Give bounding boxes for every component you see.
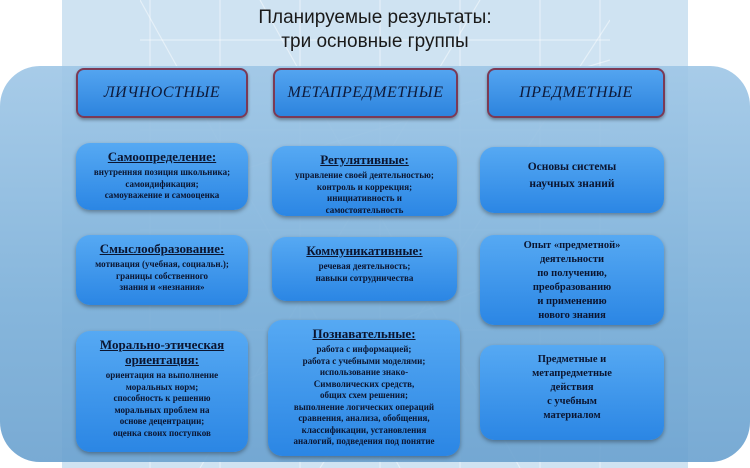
title-line-2: три основные группы xyxy=(281,31,469,52)
box-self-determination xyxy=(76,143,248,210)
box-text: управление своей деятельностью; контроль и коррекция; инициативность и самостоятельность xyxy=(295,170,434,215)
box-text: Предметные и метапредметные действия с учебным материалом xyxy=(532,354,612,421)
box-heading: Коммуникативные: xyxy=(306,243,423,258)
box-heading: Смыслообразование: xyxy=(99,241,225,256)
box-text: Основы системы научных знаний xyxy=(527,161,617,190)
box-text: мотивация (учебная, социальн.); границы собственного знания и «незнания» xyxy=(95,259,229,292)
box-heading: Морально-этическая ориентация: xyxy=(99,337,225,367)
box-heading: Самоопределение: xyxy=(107,149,217,164)
box-text: Опыт «предметной» деятельности по получению, преобразованию и применению нового знания xyxy=(523,240,621,321)
box-cognitive xyxy=(268,320,460,456)
header-subject: ПРЕДМЕТНЫЕ xyxy=(487,68,665,118)
box-scientific-knowledge xyxy=(480,147,664,213)
box-heading: Регулятивные: xyxy=(320,152,409,167)
box-text: внутренняя позиция школьника; самоидификация; самоуважение и самооценка xyxy=(93,167,231,200)
box-communicative xyxy=(272,237,457,301)
box-heading: Познавательные: xyxy=(312,326,416,341)
title-line-1: Планируемые результаты: xyxy=(258,7,492,28)
box-text: ориентация на выполнение моральных норм; способность к решению моральных проблем на основе децентрации; оценка своих поступков xyxy=(105,370,219,438)
box-regulatory xyxy=(272,146,457,216)
box-subject-activity xyxy=(480,235,664,325)
header-personal: ЛИЧНОСТНЫЕ xyxy=(76,68,248,118)
box-text: работа с информацией; работа с учебными моделями; использование знако- Символических средств, общих схем решения; выполнение логических операций сравнения, анализа, обобщения, классификации, установления аналогий, подведения под понятие xyxy=(293,344,435,446)
page-title xyxy=(0,6,750,54)
box-learning-actions xyxy=(480,345,664,440)
box-meaning-formation xyxy=(76,235,248,305)
box-moral-ethical-orientation xyxy=(76,331,248,452)
header-metasubject: МЕТАПРЕДМЕТНЫЕ xyxy=(273,68,458,118)
box-text: речевая деятельность; навыки сотрудничества xyxy=(315,261,414,283)
